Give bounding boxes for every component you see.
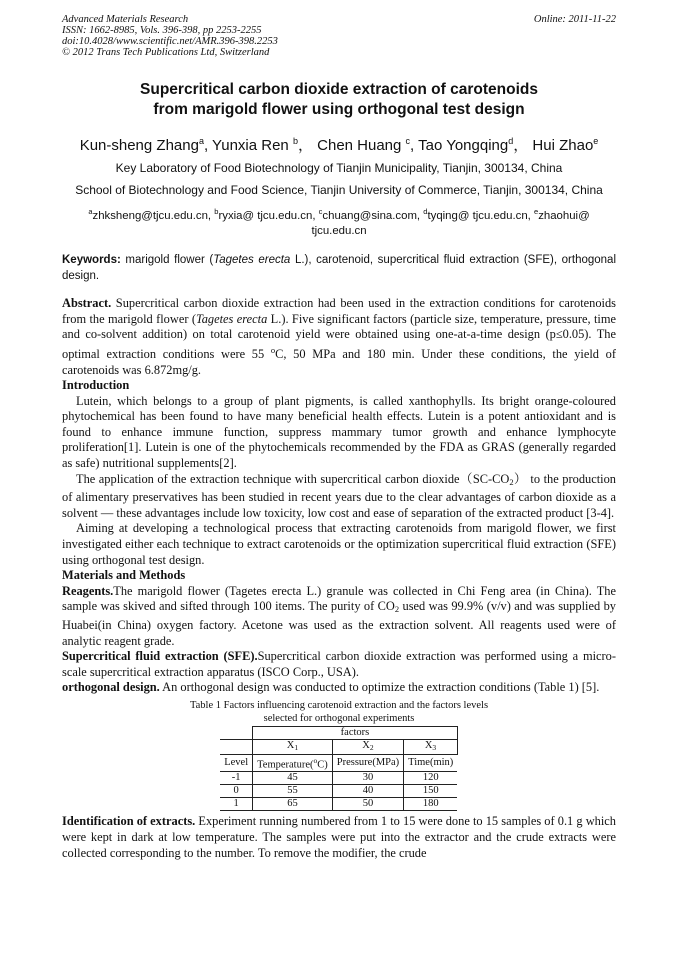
factor-x3: $X_3$ [404,739,458,754]
table-caption: Table 1 Factors influencing carotenoid extraction and the factors levels selected for orthogonal experiments [189,699,489,724]
keywords-label: Keywords: [62,254,121,266]
author-mark: c [405,136,411,146]
abstract-label: Abstract. [62,296,112,310]
copyright-line: © 2012 Trans Tech Publications Ltd, Switzerland [62,47,270,58]
orthogonal-paragraph: orthogonal design. An orthogonal design was conducted to optimize the extraction conditions (Table 1) [5]. [62,680,600,695]
introduction-heading: Introduction [62,378,130,393]
paper-title [62,80,616,120]
online-date: Online: 2011-11-22 [533,14,616,25]
author-name: Kun-sheng Zhang [79,137,199,154]
factor-x1: $X_1$ [253,739,333,754]
intro-paragraph-2: The application of the extraction technique with supercritical carbon $dioxide(SC-CO_2)$ to the production of alimentary preservatives has been studied in recent years due to the clear advantages of carbon dioxide as a solvent — these advantages include low toxicity, low cost and ease of separation of the extracted product [3-4]. [62,471,616,520]
email-e-tail[interactable]: tjcu.edu.cn [311,224,367,237]
author-mark: a [198,136,204,146]
intro-paragraph-1: Lutein, which belongs to a group of plant pigments, is called xanthophylls. Its bright orange-coloured phytochemical has been found to have many beneficial health effects. Lutein is a potent antioxidant and is found to enhance immune function, suppress mammary tumor growth and enhance lymphocyte proliferation[1]. Lutein is one of the phytochemicals recommended by the FDA as GRAS (generally regarded as safe) nutritional supplements[2]. [62,393,616,471]
time-header: Time(min) [404,754,458,772]
email-list: $^a$zhksheng@tjcu.edu.cn, $^b$ryxia@ tjcu.edu.cn, $^c$chuang@sina.com, $^d$tyqing@ tjcu.edu.cn, $^e$zhaohui@ tjcu.edu.cn [88,207,590,237]
email-a[interactable]: zhksheng@tjcu.edu.cn, [92,209,212,222]
methods-heading: Materials and Methods [62,568,186,583]
factors-header: factors [253,726,458,739]
factor-x2: $X_2$ [332,739,403,754]
issn-line: ISSN: 1662-8985, Vols. 396-398, pp 2253-2255 [62,25,262,36]
intro-paragraph-3: Aiming at developing a technological process that extracting carotenoids from marigold flower, we first investigated either each technique to extract carotenoids or the optimization supercritical fluid extraction (SFE) using orthogonal test design. [62,521,616,567]
author-list: Kun-sheng Zhang$^a$, Yunxia Ren $^b$， Chen Huang $^c$, Tao Yongqing$^d$， Hui Zhao$^e$ [79,136,599,154]
pressure-header: Pressure(MPa) [332,754,403,772]
author-mark: b [292,136,298,146]
author-name: Hui Zhao [532,137,594,154]
author-mark: e [593,136,599,146]
title-line-1: Supercritical carbon dioxide extraction of carotenoids [140,81,538,98]
author-name: Yunxia Ren [212,137,289,154]
keywords-block: Keywords: marigold flower (Tagetes erecta L.), carotenoid, supercritical fluid extraction (SFE), orthogonal design. [62,254,616,282]
temperature-header: Temperature($^o$C) [253,754,333,772]
table-row: 1 65 50 180 [220,798,457,811]
table-row: -1 45 30 120 [220,772,457,785]
email-e[interactable]: zhaohui@ [538,209,590,222]
journal-name: Advanced Materials Research [62,14,189,25]
email-b[interactable]: ryxia@ tjcu.edu.cn, [218,209,316,222]
title-line-2: from marigold flower using orthogonal test design [153,101,525,118]
factors-table [220,726,458,812]
species-name: Tagetes erecta [213,254,291,266]
affiliation-2: School of Biotechnology and Food Science, Tianjin University of Commerce, Tianjin, 300134, China [75,183,603,197]
author-mark: d [508,136,514,146]
level-header: Level [220,754,252,772]
affiliation-1: Key Laboratory of Food Biotechnology of Tianjin Municipality, Tianjin, 300134, China [115,161,563,175]
doi-line: doi:10.4028/www.scientific.net/AMR.396-398.2253 [62,36,278,47]
abstract: Abstract. Supercritical carbon dioxide extraction had been used in the extraction conditions for carotenoids from the marigold flower (Tagetes erecta L.). Five significant factors (particle size, temperature, pressure, time and co-solvent addition) on total carotenoid yield were obtained using one-at-a-time design (p≤0.05). The optimal extraction conditions were 55 $^o$C, 50 MPa and 180 min. Under these conditions, the yield of carotenoids was 6.872mg/g. [62,296,616,377]
identification-paragraph: Identification of extracts. Experiment running numbered from 1 to 15 were done to 15 samples of 0.1 g which were kept in dark at low temperature. The samples were put into the extractor and the crude extracts were collected corresponding to the number. To remove the modifier, the crude [62,814,617,860]
paper-body [62,296,616,861]
email-c[interactable]: chuang@sina.com, [322,209,421,222]
journal-header [62,14,616,58]
reagents-paragraph: Reagents.The marigold flower (Tagetes erecta L.) granule was collected in Chi Feng area (in China). The sample was skived and sifted through 100 items. The purity of $CO_2$ used was 99.9% (v/v) and was supplied by Huabei(in China) oxygen factory. Acetone was used as the extraction solvent. All reagents used were of analytic reagent grade. [62,583,616,648]
table-row: 0 55 40 150 [220,785,457,798]
author-name: Chen Huang [317,137,402,154]
author-name: Tao Yongqing [418,137,509,154]
email-d[interactable]: tyqing@ tjcu.edu.cn, [427,209,531,222]
sfe-paragraph: Supercritical fluid extraction (SFE).Supercritical carbon dioxide extraction was performed using a micro-scale supercritical extraction apparatus (ISCO Corp., USA). [62,649,616,679]
